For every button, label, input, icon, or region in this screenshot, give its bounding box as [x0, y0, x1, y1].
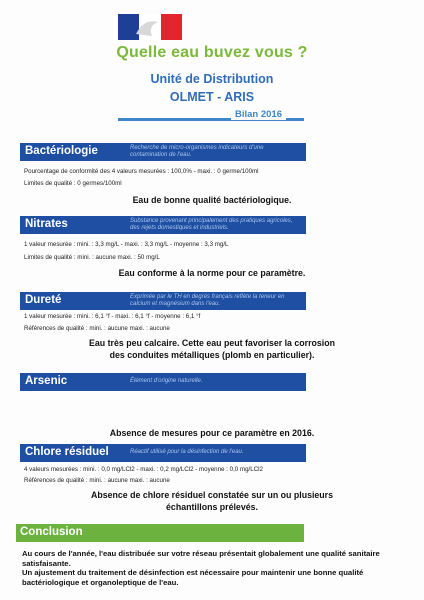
measurement-line: 1 valeur mesurée : mini. : 3,3 mg/L - maxi. : 3,3 mg/L - moyenne : 3,3 mg/L [24, 241, 229, 248]
section-verdict-line1: Absence de chlore résiduel constatée sur un ou plusieurs [91, 490, 333, 500]
section-bar-chlore [20, 444, 306, 462]
section-bar-nitrates [20, 216, 306, 234]
quality-limit-line: Limites de qualité : 0 germes/100ml [24, 180, 122, 187]
measurement-line: 1 valeur mesurée : mini. : 6,1 °f - maxi. : 6,1 °f - moyenne : 6,1 °f [24, 313, 201, 320]
distribution-unit-name: OLMET - ARIS [169, 90, 255, 104]
section-description: Recherche de micro-organismes indicateurs d'une contamination de l'eau. [130, 145, 264, 158]
quality-limit-line: Limites de qualité : mini. : aucune maxi. : 50 mg/L [24, 254, 160, 261]
section-bar-arsenic [20, 373, 306, 391]
quality-limit-line: Références de qualité : mini. : aucune maxi. : aucune [24, 477, 170, 484]
section-verdict: Eau conforme à la norme pour ce paramètre. [118, 268, 306, 278]
section-verdict-line2: des conduites métalliques (plomb en particulier). [109, 350, 315, 360]
section-description: Exprimée par le TH en degrés français reflète la teneur en calcium et magnésium dans l'eau. [130, 294, 285, 307]
conclusion-paragraph-2: Un ajustement du traitement de désinfection est nécessaire pour maintenir une bonne qualité bactériologique et organoleptique de l'eau. [22, 568, 364, 587]
distribution-unit-label: Unité de Distribution [150, 72, 274, 86]
section-bar-bacteriologie [20, 143, 306, 161]
section-title: Chlore résiduel [25, 446, 109, 458]
section-title: Bactériologie [25, 145, 98, 157]
bilan-header [118, 109, 304, 129]
bilan-label: Bilan 2016 [231, 109, 286, 120]
section-verdict-line1: Eau très peu calcaire. Cette eau peut favoriser la corrosion [89, 338, 335, 348]
conclusion-paragraph-1: Au cours de l'année, l'eau distribuée sur votre réseau présentait globalement une qualité sanitaire satisfaisante. [22, 549, 380, 568]
french-republic-logo-icon [118, 14, 182, 40]
section-title: Nitrates [25, 218, 68, 230]
section-bar-durete [20, 292, 306, 310]
section-verdict-line2: échantillons prélevés. [166, 502, 258, 512]
page-title: Quelle eau buvez vous ? [116, 44, 308, 61]
quality-limit-line: Références de qualité : mini. : aucune maxi. : aucune [24, 325, 170, 332]
section-description: Réactif utilisé pour la désinfection de l'eau. [130, 449, 244, 455]
conclusion-title: Conclusion [20, 526, 83, 538]
measurement-line: Pourcentage de conformité des 4 valeurs mesurées : 100,0% - maxi. : 0 germe/100ml [24, 168, 259, 175]
section-verdict: Absence de mesures pour ce paramètre en 2016. [109, 428, 315, 438]
section-description: Élément d'origine naturelle. [130, 378, 203, 384]
section-verdict: Eau de bonne qualité bactériologique. [132, 195, 292, 205]
conclusion-bar [16, 524, 304, 542]
section-description: Substance provenant principalement des pratiques agricoles, des rejets domestiques et industriels. [130, 218, 293, 231]
section-title: Dureté [25, 294, 62, 306]
measurement-line: 4 valeurs mesurées : mini. : 0,0 mg/LCl2 - maxi. : 0,2 mg/LCl2 - moyenne : 0,0 mg/LCl2 [24, 466, 264, 473]
section-title: Arsenic [25, 375, 68, 387]
